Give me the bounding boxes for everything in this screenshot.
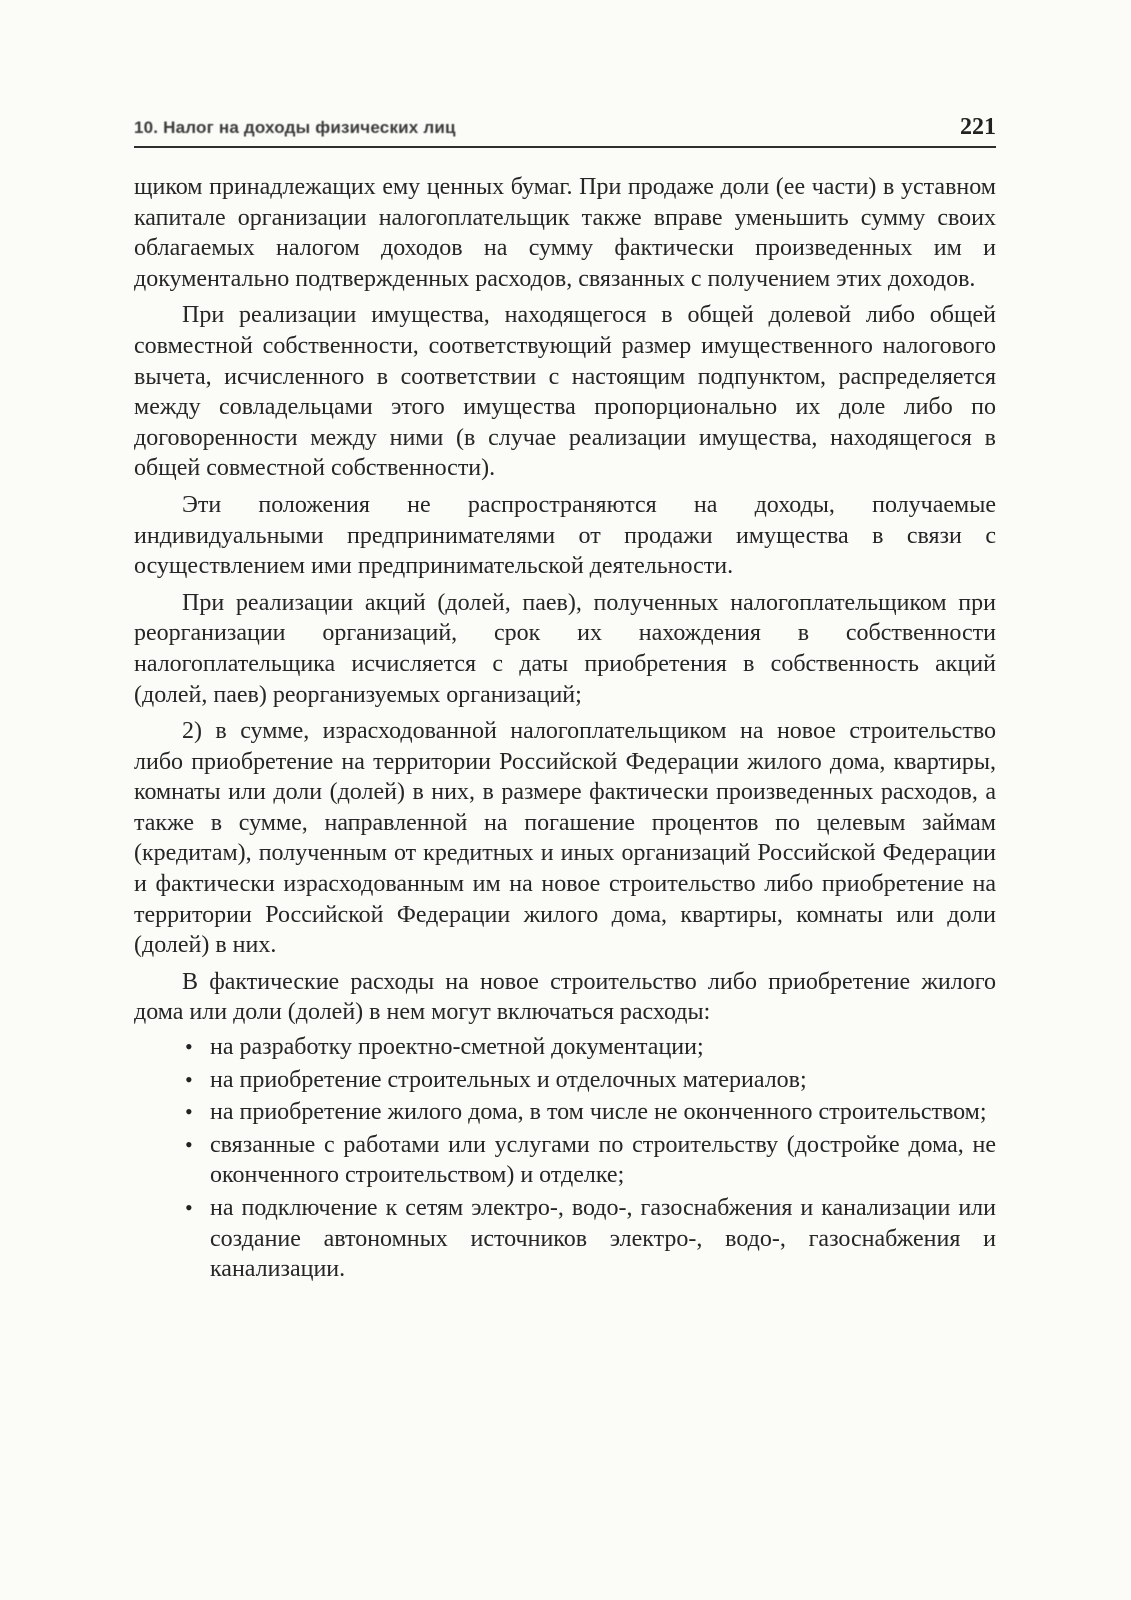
- bullet-icon: •: [185, 1131, 193, 1157]
- list-item-text: на приобретение строительных и отделочных материалов;: [210, 1066, 807, 1093]
- list-item-text: на разработку проектно-сметной документации;: [210, 1034, 704, 1061]
- bullet-icon: •: [185, 1099, 193, 1125]
- bullet-icon: •: [185, 1034, 193, 1060]
- bullet-icon: •: [185, 1066, 193, 1092]
- paragraph-subitem-2: 2) в сумме, израсходованной налогоплательщиком на новое строительство либо приобретение на территории Российской Федерации жилого дома, квартиры, комнаты или доли (долей) в них, в размере фактически произведенных расходов, а также в сумме, направленной на погашение процентов по целевым займам (кредитам), полученным от кредитных и иных организаций Российской Федерации и фактически израсходованным им на новое строительство либо приобретение на территории Российской Федерации жилого дома, квартиры, комнаты или доли (долей) в них.: [134, 718, 996, 959]
- body-text: [134, 172, 996, 1287]
- paragraph: В фактические расходы на новое строительство либо приобретение жилого дома или доли (долей) в нем могут включаться расходы:: [134, 968, 996, 1026]
- list-item: [185, 1032, 996, 1063]
- list-item-text: на подключение к сетям электро-, водо-, газоснабжения и канализации или создание автономных источников электро-, водо-, газоснабжения и канализации.: [210, 1195, 996, 1283]
- list-item-text: связанные с работами или услугами по строительству (достройке дома, не оконченного строительством) и отделке;: [210, 1131, 996, 1189]
- page-header: [134, 112, 996, 148]
- list-item-text: на приобретение жилого дома, в том числе не оконченного строительством;: [210, 1099, 987, 1126]
- paragraph: Эти положения не распространяются на доходы, получаемые индивидуальными предпринимателями от продажи имущества в связи с осуществлением ими предпринимательской деятельности.: [134, 491, 996, 580]
- paragraph: При реализации имущества, находящегося в общей долевой либо общей совместной собственности, соответствующий размер имущественного налогового вычета, исчисленного в соответствии с настоящим подпунктом, распределяется между совладельцами этого имущества пропорционально их доле либо по договоренности между ними (в случае реализации имущества, находящегося в общей совместной собственности).: [134, 302, 996, 482]
- list-item: [185, 1065, 996, 1096]
- expense-list: [134, 1032, 996, 1285]
- paragraph-continuation: щиком принадлежащих ему ценных бумаг. При продаже доли (ее части) в уставном капитале организации налогоплательщик также вправе уменьшить сумму своих облагаемых налогом доходов на сумму фактически произведенных им и документально подтвержденных расходов, связанных с получением этих доходов.: [134, 174, 996, 292]
- running-head: 10. Налог на доходы физических лиц: [134, 118, 456, 137]
- list-item: [185, 1097, 996, 1128]
- page-number: 221: [960, 114, 996, 140]
- list-item: [185, 1130, 996, 1191]
- paragraph: При реализации акций (долей, паев), полученных налогоплательщиком при реорганизации организаций, срок их нахождения в собственности налогоплательщика исчисляется с даты приобретения в собственность акций (долей, паев) реорганизуемых организаций;: [134, 589, 996, 708]
- bullet-icon: •: [185, 1195, 193, 1220]
- list-item: [185, 1193, 996, 1285]
